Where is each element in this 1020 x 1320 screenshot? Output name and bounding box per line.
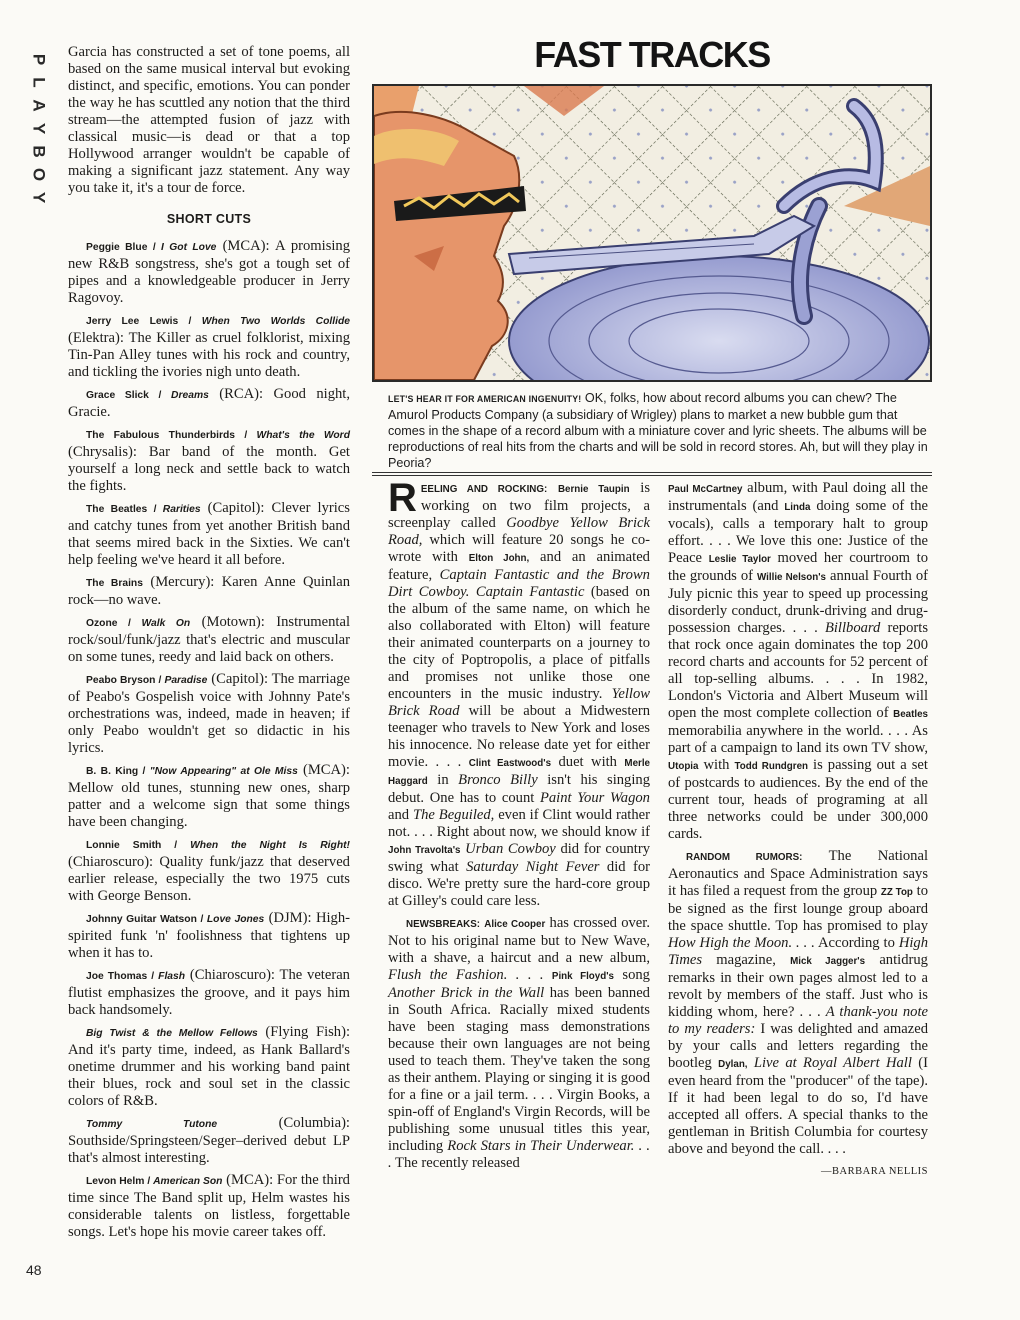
review-artist: The Brains (86, 578, 143, 589)
short-cut-review (68, 238, 350, 307)
left-column (68, 44, 350, 1246)
masthead-letter: Y (29, 122, 49, 135)
review-artist: Joe Thomas (86, 971, 148, 982)
short-cut-review (68, 1172, 350, 1241)
review-label: (MCA): (222, 238, 270, 254)
review-label: (Mercury): (150, 574, 215, 590)
review-label: (Chiaroscuro): (189, 967, 275, 983)
review-title: I Got Love (161, 242, 217, 253)
drop-cap: R (388, 476, 417, 520)
review-title: Paradise (164, 675, 208, 686)
review-text: Bar band of the month. Get yourself a long neck and settle back to watch the fights. (68, 444, 350, 494)
masthead-letter: B (29, 145, 49, 158)
review-title: Dreams (171, 390, 209, 401)
review-title: Walk On (141, 618, 191, 629)
short-cuts-heading: SHORT CUTS (166, 212, 252, 226)
review-title: When Two Worlds Collide (201, 316, 350, 327)
review-label: (Chrysalis): (68, 444, 137, 460)
short-cut-review (68, 762, 350, 831)
review-artist: Ozone (86, 618, 118, 629)
review-label: (RCA): (219, 386, 264, 402)
review-title: Tommy Tutone (86, 1119, 218, 1130)
newsbreaks-continued: Paul McCartney album, with Paul doing all the instrumentals (and Linda doing some of the vocals), calls a temporary halt to group effort. . . . We love this one: Justice of the Peace Leslie Taylor moved her courtroom to the grounds of Willie Nelson's annual Fourth of July picnic this year to speed up processing disorderly conduct, drunk-driving and drug-possession charges. . . . Billboard reports that rock once again dominates the top 200 record charts and accounts for 52 percent of all top-selling albums. . . . In 1982, London's Victoria and Albert Museum will open the most complete collection of Beatles memorabilia anywhere in the world. . . . As part of a campaign to land its own TV show, Utopia with Todd Rundgren is passing out a set of postcards to audiences. By the end of the current tour, heads of programing at all three networks could be under 300,000 cards. (668, 480, 928, 842)
short-cut-review (68, 574, 350, 609)
review-separator: / (147, 504, 163, 515)
illustration-caption (388, 390, 928, 471)
masthead-letter: L (29, 77, 49, 88)
review-title: American Son (153, 1176, 223, 1187)
review-separator: / (138, 766, 150, 777)
review-label: (Chiaroscuro): (68, 854, 154, 870)
review-list (68, 238, 350, 1241)
review-text: Karen Anne Quinlan rock—no wave. (68, 574, 350, 608)
review-artist: Lonnie Smith (86, 840, 162, 851)
column-divider (372, 472, 932, 476)
caption-text: OK, folks, how about record albums you can chew? The Amurol Products Company (a subsidiary of Wrigley) plans to market a new bubble gum that comes in the shape of a record album with a miniature cover and lyric sheets. The albums will be reproductions of real hits from the charts and will be sold in record stores. Ah, but will they play in Peoria? (388, 391, 928, 470)
review-text: The Killer as cruel folklorist, mixing Tin-Pan Alley tunes with his rock and country, and tickling the ivories nigh unto death. (68, 330, 350, 380)
short-cut-review (68, 614, 350, 666)
review-text: Good night, Gracie. (68, 386, 350, 420)
masthead-letter: O (29, 167, 49, 182)
review-text: The veteran flutist emphasizes the groove, and it pays him back handsomely. (68, 967, 350, 1018)
review-text: Instrumental rock/soul/funk/jazz that's electric and muscular on some tunes, reedy and laid back on others. (68, 614, 350, 665)
author-signature: —BARBARA NELLIS (821, 1166, 928, 1177)
short-cut-review (68, 1115, 350, 1167)
random-rumors-paragraph: RANDOM RUMORS: The National Aeronautics and Space Administration says it has filed a request from the group ZZ Top to be signed as the first lounge group aboard the space shuttle. Top has promised to play How High the Moon. . . . According to High Times magazine, Mick Jagger's antidrug remarks in their own pages almost led to a revolt by members of the staff. Just who is kidding whom, here? . . . A thank-you note to my readers: I was delighted and amazed by your calls and letters regarding the bootleg Dylan, Live at Royal Albert Hall (I even heard from the "producer" of the tape). If it had been legal to do so, I'd have accepted all offers. A special thanks to the gentleman in British Columbia for courtesy above and beyond the call. . . . (668, 848, 929, 1157)
review-label: (Columbia): (278, 1115, 350, 1131)
review-separator: / (147, 971, 159, 982)
review-text: The marriage of Peabo's Gospelish voice with Johnny Pate's orchestrations was, indeed, made in heaven; if only Peabo wouldn't get so didactic in his lyrics. (68, 671, 350, 756)
section-headline: FAST TRACKS (534, 34, 770, 75)
review-title: "Now Appearing" at Ole Miss (149, 766, 298, 777)
short-cut-review (68, 836, 350, 905)
review-title: Love Jones (206, 914, 265, 925)
short-cut-review (68, 500, 350, 569)
review-separator: / (117, 618, 142, 629)
review-separator: / (148, 390, 172, 401)
caption-lead: LET'S HEAR IT FOR AMERICAN INGENUITY! (388, 394, 582, 404)
review-separator: / (161, 840, 191, 851)
reeling-paragraph: REELING AND ROCKING: Bernie Taupin is working on two film projects, a screenplay called Goodbye Yellow Brick Road, which will feature 20 songs he co-wrote with Elton John, and an animated feature, Captain Fantastic and the Brown Dirt Cowboy. Captain Fantastic (based on the album of the same name, on which he also collaborated with Elton) will feature their animated counterparts on a journey to the city of Poptropolis, a place of pitfalls and promises not unlike those one encounters in the music industry. Yellow Brick Road will be about a Midwestern teenager who travels to New York and loses his innocence. No release date yet for either movie. . . . Clint Eastwood's duet with Merle Haggard in Bronco Billy isn't his singing debut. One has to count Paint Your Wagon and The Beguiled, even if Clint would rather not. . . . Right about now, we should know if John Travolta's Urban Cowboy did for country swing what Saturday Night Fever did for disco. We're pretty sure the hard-core group at Gilley's could care less. (388, 476, 651, 909)
masthead-letter: P (29, 53, 49, 66)
gum-record-illustration (372, 84, 932, 382)
review-separator: / (144, 1176, 154, 1187)
masthead (28, 48, 50, 209)
review-text: Clever lyrics and catchy tunes from yet another British band that seems mired back in the Sixties. We can't help feeling we've heard it all before. (68, 500, 350, 568)
review-text: Quality funk/jazz that deserved earlier release, especially the two 1975 cuts with George Benson. (68, 854, 350, 904)
short-cut-review (68, 1024, 350, 1110)
review-title: Rarities (162, 504, 201, 515)
review-artist: Peabo Bryson (86, 675, 156, 686)
review-text: Mellow old tunes, stunning new ones, sharp patter and a welcome sign that some things have been changing. (68, 780, 350, 830)
review-artist: Grace Slick (86, 390, 149, 401)
review-text: High-spirited funk 'n' foolishness that tightens up when it has to. (68, 910, 350, 961)
review-label: (Capitol): (207, 500, 265, 516)
review-label: (Motown): (201, 614, 265, 630)
review-artist: Jerry Lee Lewis (86, 316, 179, 327)
review-separator: / (196, 914, 207, 925)
review-title: Flash (158, 971, 186, 982)
short-cut-review (68, 671, 350, 757)
masthead-letter: Y (29, 191, 49, 204)
review-label: (Elektra): (68, 330, 124, 346)
middle-column (388, 476, 651, 1177)
review-artist: Peggie Blue (86, 242, 148, 253)
masthead-letter: A (29, 99, 49, 112)
review-artist: B. B. King (86, 766, 139, 777)
short-cut-review (68, 386, 350, 421)
illustration-svg (374, 86, 930, 380)
review-title: What's the Word (256, 430, 350, 441)
short-cut-review (68, 426, 350, 495)
review-text: A promising new R&B songstress, she's got a tough set of pipes and a knowledgeable producer in Jerry Ragovoy. (68, 238, 351, 306)
short-cut-review (68, 967, 350, 1019)
review-text: For the third time since The Band split up, Helm wastes his considerable talents on listless, forgettable songs. Let's hope his movie career takes off. (68, 1172, 350, 1240)
right-column (668, 480, 928, 1180)
review-artist: Johnny Guitar Watson (86, 914, 197, 925)
review-label: (MCA): (226, 1172, 274, 1188)
review-separator: / (178, 316, 202, 327)
review-separator: / (147, 242, 162, 253)
review-separator: / (235, 430, 257, 441)
review-label: (Flying Fish): (265, 1024, 351, 1040)
review-title: When the Night Is Right! (190, 840, 350, 851)
newsbreaks-paragraph: NEWSBREAKS: Alice Cooper has crossed over. Not to his original name but to New Wave, with a shave, a haircut and a new album, Flush the Fashion. . . . Pink Floyd's song Another Brick in the Wall has been banned in South Africa. Racially mixed students have been staging mass demonstrations because their own languages are not being used to teach them. They've taken the song as their anthem. Playing or singing it is good for a fine or a jail term. . . . Virgin Books, a spin-off of England's Virgin Records, will be publishing some unusual titles this year, including Rock Stars in Their Underwear. . . . The recently released (388, 915, 650, 1171)
intro-paragraph: Garcia has constructed a set of tone poems, all based on the same musical interval but evoking distinct, and specific, emotions. You can ponder the way he has scuttled any notion that the third stream—the attempted fusion of jazz with classical music—is dead or that a top Hollywood arranger wouldn't be capable of making a significant jazz statement. Any way you take it, it's a tour de force. (68, 44, 350, 196)
review-title: Big Twist & the Mellow Fellows (86, 1028, 258, 1039)
review-label: (Capitol): (211, 671, 268, 687)
review-text: And it's party time, indeed, as Hank Ballard's onetime drummer and his working band paint their blues, rock and soul set in the classic colors of R&B. (68, 1042, 350, 1109)
review-separator: / (155, 675, 165, 686)
short-cut-review (68, 312, 350, 381)
page-number: 48 (26, 1262, 42, 1278)
review-label: (MCA): (302, 762, 350, 778)
review-artist: The Fabulous Thunderbirds (86, 430, 236, 441)
review-label: (DJM): (268, 910, 312, 926)
review-artist: The Beatles (86, 504, 148, 515)
review-artist: Levon Helm (86, 1176, 145, 1187)
short-cut-review (68, 910, 350, 962)
review-text: Southside/Springsteen/Seger–derived debut LP that's almost interesting. (68, 1133, 350, 1166)
